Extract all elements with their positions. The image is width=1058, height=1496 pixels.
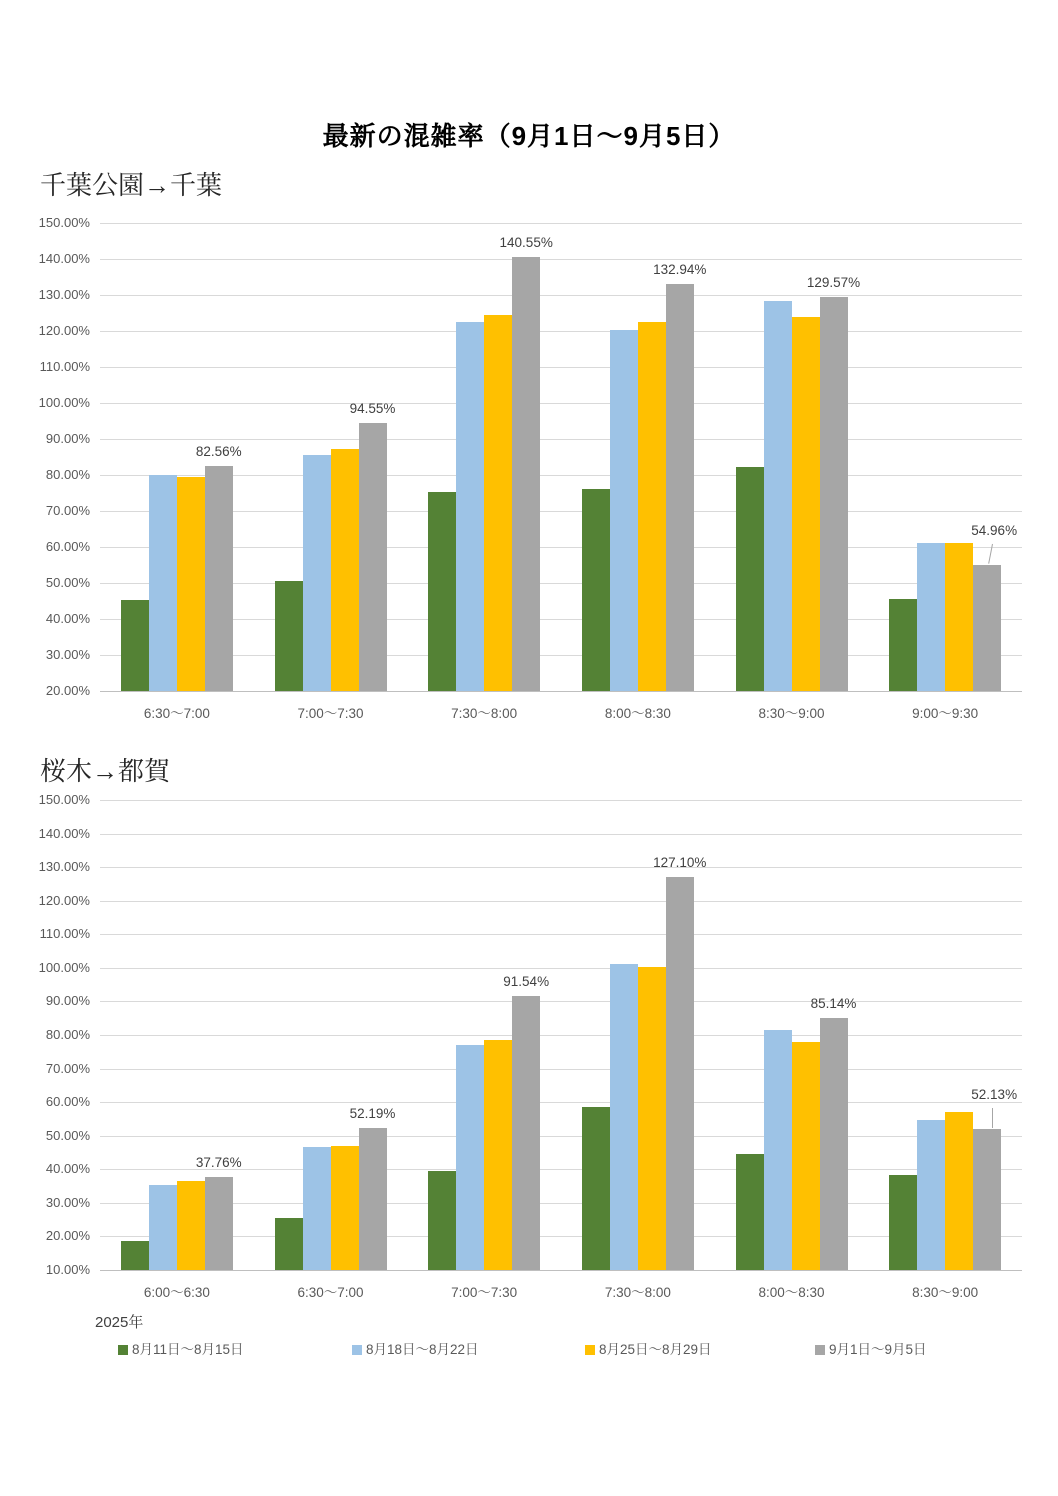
legend-item <box>585 1338 712 1358</box>
category-label: 7:30～8:00 <box>451 706 518 721</box>
bar-green <box>275 581 303 691</box>
legend-swatch-green <box>118 1345 128 1355</box>
bar-yellow <box>638 322 666 691</box>
bar-yellow <box>177 1181 205 1270</box>
chart-2-plot <box>0 792 1058 1315</box>
y-tick-label: 80.00% <box>45 467 90 482</box>
bar-yellow <box>945 543 973 691</box>
legend-item <box>118 1338 244 1358</box>
bar-green <box>121 1241 149 1271</box>
y-tick-label: 20.00% <box>45 1228 90 1244</box>
bar-yellow <box>331 449 359 691</box>
legend-label: 8月11日～8月15日 <box>132 1342 244 1357</box>
category-label: 7:00～7:30 <box>451 1285 518 1300</box>
category-label: 8:00～8:30 <box>758 1285 825 1300</box>
bar-gray <box>205 1177 233 1270</box>
gridline <box>100 1069 1022 1070</box>
data-label: 140.55% <box>499 235 553 250</box>
category-label: 8:00～8:30 <box>604 706 671 721</box>
gridline <box>100 800 1022 801</box>
bar-gray <box>820 1018 848 1270</box>
data-label: 54.96% <box>971 523 1018 539</box>
bar-blue <box>149 475 177 691</box>
y-tick-label: 70.00% <box>45 503 90 518</box>
y-tick-label: 50.00% <box>45 1127 90 1143</box>
bar-green <box>582 489 610 691</box>
bar-blue <box>303 455 331 691</box>
gridline <box>100 511 1022 512</box>
gridline <box>100 583 1022 584</box>
y-tick-label: 110.00% <box>39 926 90 942</box>
legend-swatch-blue <box>352 1345 362 1355</box>
category-label: 6:00～6:30 <box>143 1285 210 1300</box>
gridline <box>100 619 1022 620</box>
legend <box>0 1338 1058 1362</box>
y-tick-label: 90.00% <box>45 431 90 446</box>
gridline <box>100 1001 1022 1002</box>
bar-blue <box>303 1147 331 1270</box>
data-label: 91.54% <box>503 974 550 990</box>
bar-blue <box>610 330 638 691</box>
y-tick-label: 140.00% <box>38 825 90 841</box>
gridline <box>100 1236 1022 1237</box>
gridline <box>100 367 1022 368</box>
category-label: 8:30～9:00 <box>758 706 825 721</box>
y-tick-label: 150.00% <box>38 792 90 807</box>
y-tick-label: 150.00% <box>38 215 90 230</box>
bar-green <box>428 492 456 691</box>
bar-yellow <box>177 477 205 691</box>
category-label: 7:00～7:30 <box>297 706 364 721</box>
bar-gray <box>512 257 540 691</box>
category-label: 9:00～9:30 <box>912 706 979 721</box>
data-label: 127.10% <box>653 854 707 870</box>
data-label: 37.76% <box>195 1154 242 1170</box>
bar-yellow <box>792 1042 820 1270</box>
data-label: 82.56% <box>195 443 242 459</box>
data-label: 85.14% <box>810 995 857 1011</box>
y-tick-label: 110.00% <box>39 359 90 374</box>
bar-green <box>736 467 764 691</box>
gridline <box>100 867 1022 868</box>
gridline <box>100 475 1022 476</box>
bar-gray <box>512 996 540 1270</box>
leader-line <box>992 1108 993 1128</box>
data-label: 129.57% <box>806 274 861 290</box>
gridline <box>100 655 1022 656</box>
gridline <box>100 295 1022 296</box>
bar-blue <box>917 543 945 691</box>
y-tick-label: 40.00% <box>45 1161 90 1177</box>
chart-1-title: 千葉公園→千葉 <box>40 170 223 200</box>
gridline <box>100 1203 1022 1204</box>
y-tick-label: 40.00% <box>45 611 90 626</box>
bar-gray <box>205 466 233 691</box>
legend-item <box>815 1338 927 1358</box>
y-tick-label: 120.00% <box>38 323 90 338</box>
gridline <box>100 901 1022 902</box>
gridline <box>100 331 1022 332</box>
gridline <box>100 1102 1022 1103</box>
bar-blue <box>456 1045 484 1270</box>
y-tick-label: 140.00% <box>38 251 90 266</box>
chart-1-plot <box>0 215 1058 736</box>
bar-green <box>428 1171 456 1270</box>
y-tick-label: 30.00% <box>45 647 90 662</box>
bar-gray <box>666 284 694 691</box>
gridline <box>100 1035 1022 1036</box>
gridline <box>100 547 1022 548</box>
legend-label: 8月18日～8月22日 <box>366 1342 479 1357</box>
category-label: 7:30～8:00 <box>604 1285 671 1300</box>
bar-gray <box>359 1128 387 1270</box>
y-tick-label: 60.00% <box>45 539 90 554</box>
x-axis-line <box>100 1270 1022 1271</box>
y-tick-label: 70.00% <box>45 1060 90 1076</box>
y-tick-label: 130.00% <box>38 287 90 302</box>
legend-label: 8月25日～8月29日 <box>599 1342 712 1357</box>
y-tick-label: 30.00% <box>45 1194 90 1210</box>
bar-blue <box>764 301 792 691</box>
data-label: 94.55% <box>349 400 396 416</box>
gridline <box>100 439 1022 440</box>
x-axis-line <box>100 691 1022 692</box>
gridline <box>100 934 1022 935</box>
y-tick-label: 130.00% <box>38 859 90 875</box>
y-tick-label: 120.00% <box>38 892 90 908</box>
bar-yellow <box>945 1112 973 1271</box>
bar-green <box>736 1154 764 1271</box>
legend-item <box>352 1338 479 1358</box>
bar-gray <box>666 877 694 1270</box>
gridline <box>100 968 1022 969</box>
category-label: 6:30～7:00 <box>143 706 210 721</box>
data-label: 132.94% <box>653 262 707 278</box>
bar-green <box>121 600 149 691</box>
y-tick-label: 20.00% <box>45 683 90 698</box>
bar-blue <box>610 964 638 1271</box>
bar-green <box>582 1107 610 1271</box>
bar-gray <box>973 1129 1001 1270</box>
bar-yellow <box>331 1146 359 1270</box>
bar-yellow <box>484 315 512 691</box>
bar-blue <box>764 1030 792 1270</box>
year-label: 2025年 <box>95 1314 144 1331</box>
bar-blue <box>456 322 484 691</box>
bar-blue <box>917 1120 945 1270</box>
y-tick-label: 100.00% <box>38 395 90 410</box>
bar-green <box>889 1175 917 1270</box>
bar-gray <box>973 565 1001 691</box>
gridline <box>100 223 1022 224</box>
category-label: 6:30～7:00 <box>297 1285 364 1300</box>
bar-yellow <box>484 1040 512 1270</box>
bar-gray <box>359 423 387 691</box>
data-label: 52.19% <box>349 1106 396 1122</box>
legend-swatch-yellow <box>585 1345 595 1355</box>
legend-swatch-gray <box>815 1345 825 1355</box>
y-tick-label: 60.00% <box>45 1094 90 1110</box>
data-label: 52.13% <box>971 1086 1018 1102</box>
bar-green <box>889 599 917 691</box>
gridline <box>100 1136 1022 1137</box>
y-tick-label: 100.00% <box>38 959 90 975</box>
legend-label: 9月1日～9月5日 <box>829 1342 927 1357</box>
gridline <box>100 403 1022 404</box>
chart-2-title: 桜木→都賀 <box>40 756 171 786</box>
gridline <box>100 834 1022 835</box>
bar-yellow <box>638 967 666 1270</box>
page-title: 最新の混雑率（9月1日～9月5日） <box>322 121 736 151</box>
bar-blue <box>149 1185 177 1270</box>
y-tick-label: 10.00% <box>45 1262 90 1277</box>
y-tick-label: 50.00% <box>45 575 90 590</box>
bar-yellow <box>792 317 820 691</box>
gridline <box>100 259 1022 260</box>
category-label: 8:30～9:00 <box>912 1285 979 1300</box>
y-tick-label: 90.00% <box>45 993 90 1009</box>
y-tick-label: 80.00% <box>45 1027 90 1042</box>
bar-gray <box>820 297 848 692</box>
bar-green <box>275 1218 303 1270</box>
